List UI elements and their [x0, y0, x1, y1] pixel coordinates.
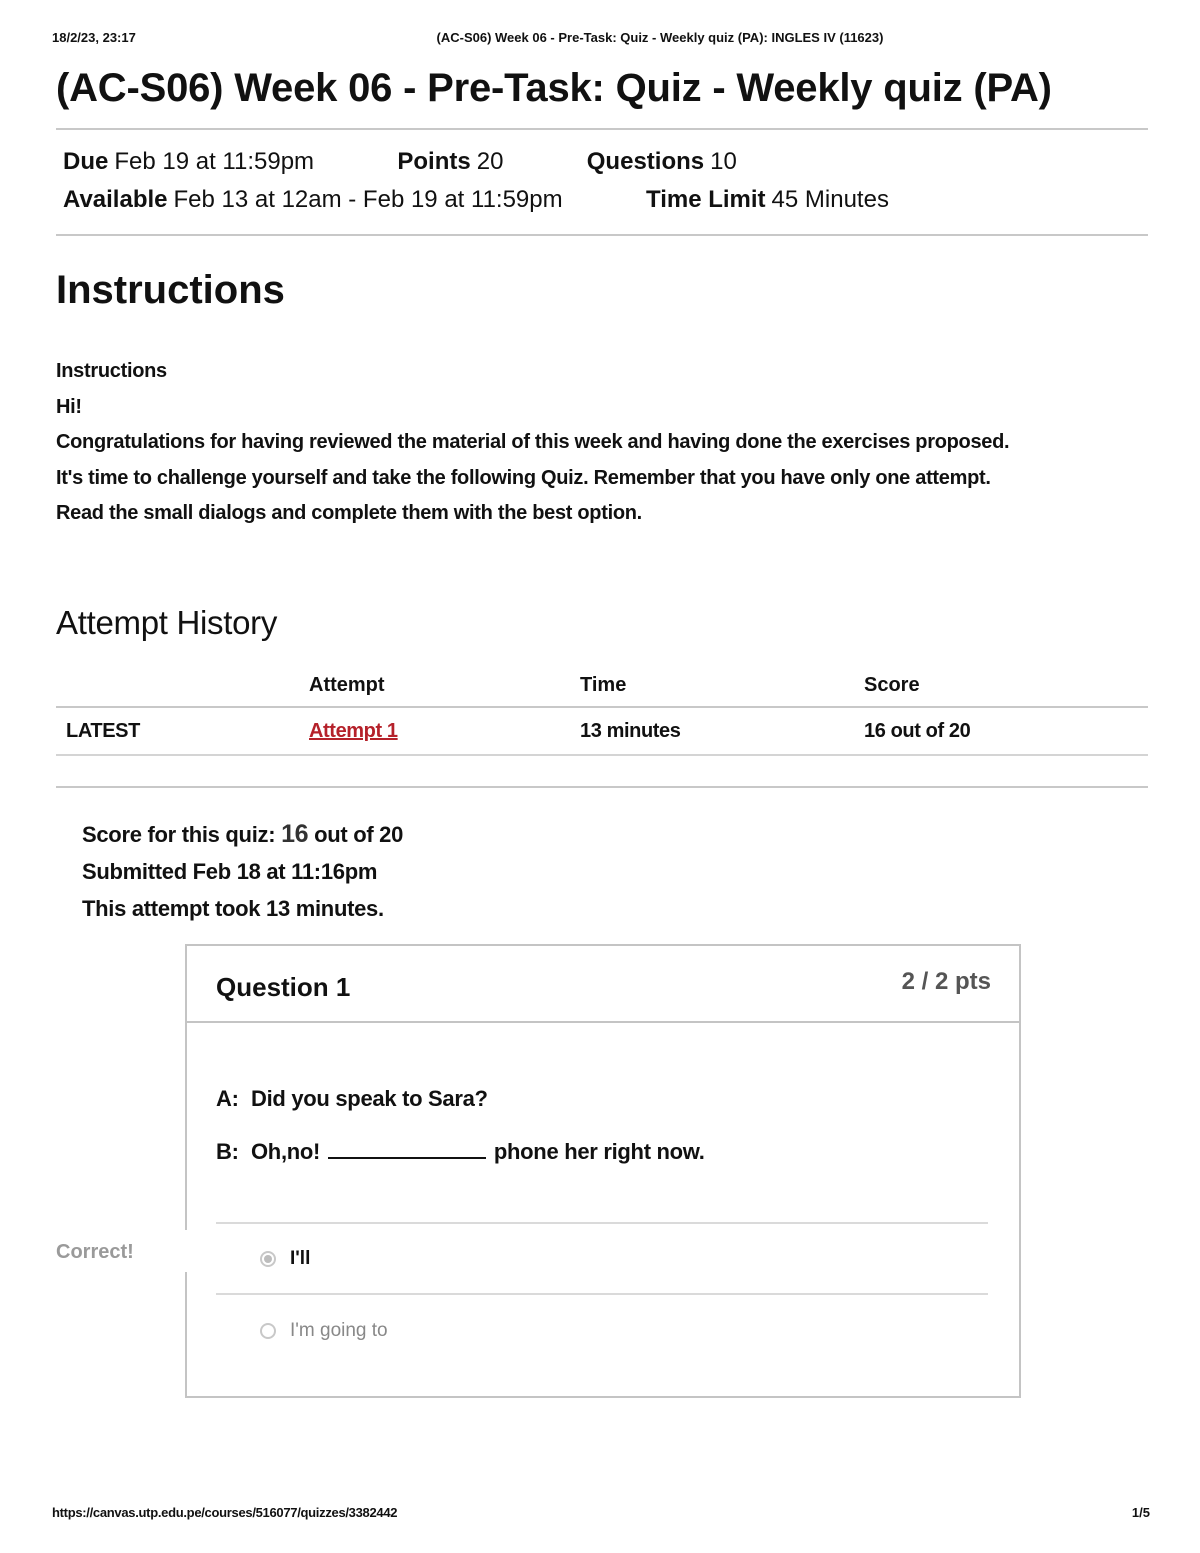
- answer-divider: [216, 1293, 988, 1295]
- attempt-score: 16 out of 20: [864, 707, 1148, 755]
- due-detail: [63, 148, 314, 175]
- dialog-line-a: [216, 1086, 488, 1112]
- question-header: [187, 946, 1019, 1023]
- submitted-line: Submitted Feb 18 at 11:16pm: [82, 859, 378, 884]
- answer-option[interactable]: [260, 1248, 310, 1270]
- answer-label: I'll: [290, 1248, 311, 1269]
- radio-selected-icon[interactable]: [260, 1251, 276, 1267]
- due-label: Due: [63, 148, 109, 175]
- title-divider: [56, 128, 1148, 130]
- table-header-row: [56, 664, 1148, 707]
- score-suffix: out of 20: [308, 822, 404, 847]
- line-a-text: Did you speak to Sara?: [251, 1086, 488, 1111]
- time-limit-detail: [646, 186, 889, 213]
- available-label: Available: [63, 186, 168, 213]
- attempt-time: 13 minutes: [580, 707, 864, 755]
- attempt-history-table: [56, 664, 1148, 756]
- available-detail: [63, 186, 563, 213]
- radio-unselected-icon[interactable]: [260, 1323, 276, 1339]
- instructions-line: Congratulations for having reviewed the material of this week and having done the exercises proposed.: [56, 431, 1010, 453]
- speaker-a: A:: [216, 1086, 239, 1111]
- quiz-score-line: [82, 816, 403, 853]
- score-prefix: Score for this quiz:: [82, 822, 282, 847]
- points-label: Points: [397, 148, 471, 175]
- attempt-history-heading: Attempt History: [56, 604, 278, 641]
- due-value: Feb 19 at 11:59pm: [114, 148, 315, 175]
- column-header-attempt: Attempt: [309, 664, 580, 707]
- print-footer: [52, 1505, 1150, 1523]
- line-b-before: Oh,no!: [251, 1139, 321, 1164]
- instructions-line: Read the small dialogs and complete them with the best option.: [56, 502, 642, 524]
- print-doc-title: (AC-S06) Week 06 - Pre-Task: Quiz - Weekly quiz (PA): INGLES IV (11623): [436, 30, 884, 45]
- questions-detail: [587, 148, 737, 175]
- history-divider: [56, 786, 1148, 788]
- page-title: (AC-S06) Week 06 - Pre-Task: Quiz - Weekly quiz (PA): [56, 66, 1052, 110]
- table-row: [56, 707, 1148, 755]
- dialog-line-b: [216, 1139, 705, 1165]
- answer-label: I'm going to: [290, 1320, 388, 1341]
- instructions-line: Hi!: [56, 395, 82, 418]
- answer-blank: [328, 1141, 486, 1159]
- quiz-details-row-2: [63, 186, 889, 214]
- correct-answer-flag: Correct!: [56, 1232, 190, 1272]
- time-limit-label: Time Limit: [645, 186, 766, 213]
- column-header-score: Score: [864, 664, 1148, 707]
- column-header-time: Time: [580, 664, 864, 707]
- print-date: 18/2/23, 23:17: [52, 30, 136, 45]
- details-divider: [56, 234, 1148, 236]
- instructions-line: It's time to challenge yourself and take the following Quiz. Remember that you have only one attempt.: [56, 466, 991, 489]
- print-header: [52, 30, 1148, 50]
- available-value: Feb 13 at 12am - Feb 19 at 11:59pm: [173, 186, 563, 213]
- instructions-heading: Instructions: [56, 268, 285, 312]
- questions-value: 10: [710, 148, 737, 175]
- instructions-body: [56, 354, 1156, 532]
- question-name: Question 1: [216, 972, 351, 1002]
- score-value: 16: [281, 820, 309, 848]
- line-b-after: phone her right now.: [493, 1139, 705, 1164]
- instructions-line: Instructions: [56, 360, 167, 382]
- page-number: 1/5: [1131, 1505, 1150, 1520]
- latest-tag: LATEST: [56, 707, 309, 755]
- answer-option[interactable]: [260, 1320, 388, 1342]
- points-value: 20: [476, 148, 504, 175]
- time-limit-value: 45 Minutes: [771, 186, 889, 213]
- quiz-details-row-1: [63, 148, 737, 176]
- points-detail: [397, 148, 503, 175]
- column-header: [56, 664, 309, 707]
- attempt-1-link[interactable]: Attempt 1: [309, 719, 398, 742]
- questions-label: Questions: [586, 148, 705, 175]
- duration-line: This attempt took 13 minutes.: [82, 896, 384, 921]
- print-url: https://canvas.utp.edu.pe/courses/516077/quizzes/3382442: [52, 1505, 398, 1520]
- answer-divider: [216, 1222, 988, 1224]
- speaker-b: B:: [216, 1139, 239, 1164]
- quiz-summary: [82, 816, 403, 927]
- question-card: [185, 944, 1021, 1398]
- question-points: 2 / 2 pts: [901, 968, 991, 995]
- correct-flag-edge: [183, 1230, 189, 1272]
